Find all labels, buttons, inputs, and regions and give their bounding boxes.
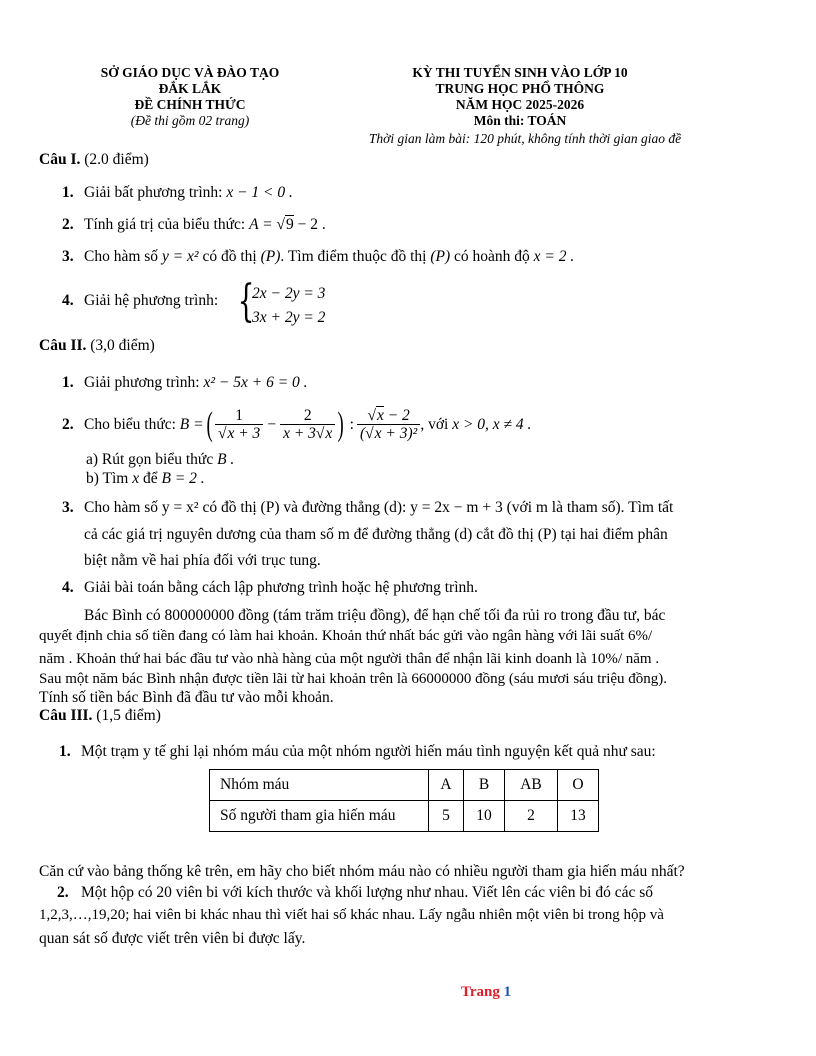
sub-b-text: b) Tìm <box>86 470 129 487</box>
section-title: Câu I. <box>39 151 81 168</box>
q2-item4 <box>62 578 478 598</box>
item-text: Cho hàm số <box>84 248 159 265</box>
fraction-1-denominator <box>215 425 263 443</box>
item-number: 1. <box>62 184 74 201</box>
item-number: 2. <box>62 416 74 433</box>
num-rest: − 2 <box>383 406 410 424</box>
minus-sign: − <box>267 416 277 433</box>
table-cell: 5 <box>429 801 464 832</box>
table-cell: A <box>429 770 464 801</box>
header-left <box>40 65 340 129</box>
den-rest: + 3 <box>234 424 261 442</box>
item-text: Giải phương trình: <box>84 374 200 391</box>
sqrt-content: x <box>227 424 235 442</box>
section-title: Câu III. <box>39 707 93 724</box>
school-year: NĂM HỌC 2025-2026 <box>455 97 585 112</box>
divide-sign: : <box>349 416 354 433</box>
section-points: (1,5 điểm) <box>96 707 161 724</box>
problem-para-1: Bác Bình có 800000000 đồng (tám trăm triệu đồng), để hạn chế tối đa rủi ro trong đầu tư, bác <box>84 607 666 624</box>
item-number: 1. <box>62 374 74 391</box>
exam-name: KỲ THI TUYỂN SINH VÀO LỚP 10 <box>412 65 628 80</box>
left-paren: ( <box>206 406 213 443</box>
problem-para-2: quyết định chia số tiền đang có làm hai khoản. Khoản thứ nhất bác gửi vào ngân hàng với lãi suất 6%/ <box>39 628 653 644</box>
item-text-c: . Tìm điểm thuộc đồ thị <box>280 248 427 265</box>
sqrt-sign: √ <box>276 216 285 233</box>
abscissa-math: x = 2 . <box>533 248 575 265</box>
item-number: 2. <box>62 216 74 233</box>
fraction-1-numerator: 1 <box>215 408 263 425</box>
table-cell: 10 <box>464 801 505 832</box>
official-exam-label: ĐỀ CHÍNH THỨC <box>134 97 246 112</box>
section-points: (2.0 điểm) <box>84 151 149 168</box>
q3-item2-line3: quan sát số được viết trên viên bi được lấy. <box>39 930 306 947</box>
item-number: 2. <box>57 884 69 901</box>
blood-type-table <box>209 769 599 832</box>
q1-item3 <box>62 247 574 267</box>
system-brace: { <box>237 276 255 327</box>
expr-lhs: B = <box>179 416 204 433</box>
q2-item2-sub-a <box>86 450 234 470</box>
q3-item1 <box>59 742 656 762</box>
table-cell: AB <box>505 770 558 801</box>
q1-item4 <box>62 291 218 311</box>
equation-2: 3x + 2y = 2 <box>252 309 326 326</box>
q3-item2-line2: 1,2,3,…,19,20; hai viên bi khác nhau thì viết hai số khác nhau. Lấy ngẫu nhiên một viên bi trong hộp và <box>39 907 664 923</box>
problem-para-4: Sau một năm bác Bình nhận được tiền lãi từ hai khoản trên là 66000000 đồng (sáu mươi sáu triệu đồng). <box>39 671 668 687</box>
fraction-2-denominator <box>280 425 335 443</box>
item2-line1: Một hộp có 20 viên bi với kích thước và khối lượng như nhau. Viết lên các viên bi đó các số <box>81 884 654 901</box>
math-rhs: − 2 . <box>293 216 326 233</box>
sub-b-mid: để <box>142 470 158 487</box>
sub-a-math: B . <box>217 451 235 468</box>
page-count-note: (Đề thi gồm 02 trang) <box>130 113 250 128</box>
den-part: x + 3 <box>283 424 316 442</box>
fraction-2 <box>280 408 335 443</box>
section-points: (3,0 điểm) <box>90 337 155 354</box>
q1-item2 <box>62 215 326 235</box>
item-text-d: có hoành độ <box>454 248 530 265</box>
section-2-title <box>39 337 155 355</box>
problem-para-5: Tính số tiền bác Bình đã đầu tư vào mỗi khoản. <box>39 689 334 706</box>
right-paren: ) <box>337 406 345 443</box>
item-text: Giải bất phương trình: <box>84 184 223 201</box>
fraction-1 <box>215 408 263 443</box>
function-math: y = x² <box>161 248 199 265</box>
q2-item3-line2: cả các giá trị nguyên dương của tham số m để đường thẳng (d) cắt đồ thị (P) tại hai điểm phân <box>84 526 668 543</box>
sub-a-text: a) Rút gọn biểu thức <box>86 451 214 468</box>
item4-text: Giải bài toán bằng cách lập phương trình hoặc hệ phương trình. <box>84 579 478 596</box>
equation-1: 2x − 2y = 3 <box>252 285 326 302</box>
fraction-2-numerator: 2 <box>280 408 335 425</box>
sqrt-content: x <box>325 424 333 442</box>
item-text-b: có đồ thị <box>202 248 257 265</box>
fraction-3-numerator <box>357 408 420 425</box>
department-name: SỞ GIÁO DỤC VÀ ĐÀO TẠO <box>100 65 280 80</box>
sqrt-sign: √ <box>367 406 376 424</box>
table-header-label: Nhóm máu <box>210 770 429 801</box>
q3-item2 <box>57 883 653 903</box>
footer-page-number: 1 <box>503 984 512 1000</box>
item-number: 4. <box>62 579 74 596</box>
item-text: Tính giá trị của biểu thức: <box>84 216 246 233</box>
item-text: Giải hệ phương trình: <box>84 292 219 309</box>
fraction-3 <box>357 408 420 443</box>
header-right <box>370 65 670 129</box>
footer-label: Trang <box>461 984 500 1000</box>
item-number: 3. <box>62 499 74 516</box>
q2-item3-line3: biệt nằm về hai phía đối với trục tung. <box>84 552 321 569</box>
item-math: x − 1 < 0 . <box>226 184 293 201</box>
q3-item1-question: Căn cứ vào bảng thống kê trên, em hãy cho biết nhóm máu nào có nhiều người tham gia hiến máu nhất? <box>39 863 685 880</box>
sqrt-content: 9 <box>286 216 294 233</box>
condition-text: , với <box>420 416 449 433</box>
table-cell: 2 <box>505 801 558 832</box>
q2-item1 <box>62 373 308 393</box>
item-number: 4. <box>62 292 74 309</box>
section-1-title <box>39 151 149 169</box>
q2-item2 <box>62 403 531 447</box>
item-number: 3. <box>62 248 74 265</box>
math-lhs: A = <box>249 216 277 233</box>
table-cell: B <box>464 770 505 801</box>
table-cell: 13 <box>558 801 599 832</box>
item-number: 1. <box>59 743 71 760</box>
sqrt-sign: √ <box>315 424 325 442</box>
table-cell: O <box>558 770 599 801</box>
section-3-title <box>39 707 161 725</box>
q2-item2-sub-b <box>86 469 205 489</box>
sqrt-sign: √ <box>217 424 227 442</box>
sub-b-var: x <box>132 470 140 487</box>
item-text: Một trạm y tế ghi lại nhóm máu của một nhóm người hiến máu tình nguyện kết quả như sau: <box>81 743 656 760</box>
item3-line1: Cho hàm số y = x² có đồ thị (P) và đường thẳng (d): y = 2x − m + 3 (với m là tham số). Tìm tất <box>84 499 674 516</box>
time-note: Thời gian làm bài: 120 phút, không tính thời gian giao đề <box>368 131 682 146</box>
sqrt-content: x <box>376 406 384 424</box>
school-level: TRUNG HỌC PHỔ THÔNG <box>435 81 605 96</box>
sqrt-sign: √ <box>365 424 374 442</box>
table-row <box>210 801 599 832</box>
item-math: x² − 5x + 6 = 0 . <box>203 374 308 391</box>
equation-system <box>252 282 325 330</box>
condition-math: x > 0, x ≠ 4 . <box>452 416 532 433</box>
graph-name-2: (P) <box>430 248 451 265</box>
fraction-3-denominator <box>357 425 420 443</box>
province-name: ĐẮK LẮK <box>158 81 222 96</box>
graph-name: (P) <box>260 248 281 265</box>
sub-b-math: B = 2 . <box>161 470 205 487</box>
table-row <box>210 770 599 801</box>
sqrt-content: x <box>374 424 382 442</box>
q1-item1 <box>62 183 293 203</box>
den-close: + 3)² <box>381 424 418 442</box>
section-title: Câu II. <box>39 337 87 354</box>
page-footer <box>461 984 511 1001</box>
q2-item3 <box>62 498 673 518</box>
problem-para-3: năm . Khoản thứ hai bác đầu tư vào nhà hàng của một người thân để nhận lãi kinh doanh là 10%/ năm . <box>39 651 660 667</box>
table-row-label: Số người tham gia hiến máu <box>210 801 429 832</box>
item-text: Cho biểu thức: <box>84 416 176 433</box>
den-open: ( <box>359 424 366 442</box>
subject: Môn thi: TOÁN <box>473 113 567 128</box>
